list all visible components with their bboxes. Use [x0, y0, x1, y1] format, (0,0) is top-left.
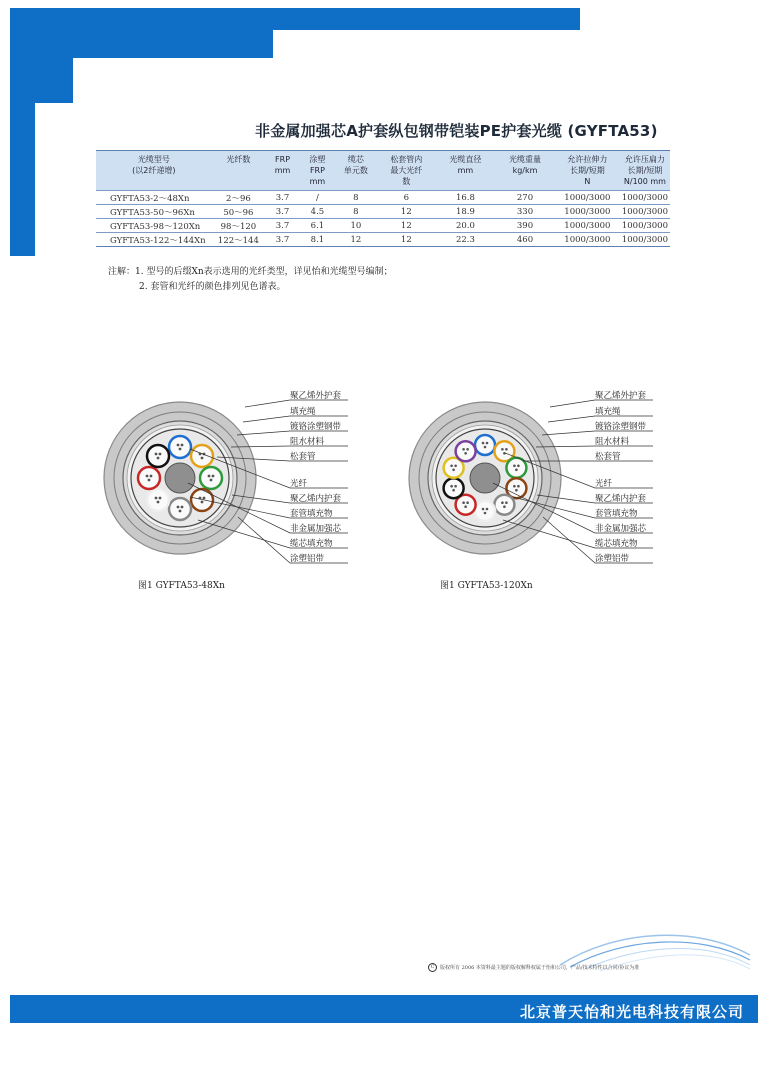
label-tube-filler: 套管填充物	[290, 509, 333, 519]
label-fiber: 光纤	[290, 479, 308, 489]
label-steel-tape: 镀铬涂塑钢带	[595, 422, 647, 432]
label-tube-filler: 套管填充物	[595, 509, 638, 519]
header-diameter: 光缆直径 mm	[436, 151, 495, 191]
page-title: 非金属加强芯A护套纵包钢带铠装PE护套光缆 (GYFTA53)	[255, 122, 658, 140]
header-coated-frp: 涂塑 FRP mm	[300, 151, 335, 191]
label-water-block: 阻水材料	[595, 437, 630, 447]
header-fiber-count: 光纤数	[212, 151, 265, 191]
header-weight: 光缆重量 kg/km	[495, 151, 555, 191]
cable-cross-section-120	[405, 385, 675, 575]
copyright-icon: C	[428, 963, 437, 972]
cell-frp: 3.7	[265, 219, 300, 233]
cell-core-units: 12	[335, 233, 377, 247]
figure1-caption: 图1 GYFTA53-48Xn	[138, 581, 225, 591]
cell-max-fibers: 12	[377, 219, 436, 233]
label-core-filler: 缆芯填充物	[290, 539, 333, 549]
cell-max-fibers: 12	[377, 233, 436, 247]
cell-diameter: 22.3	[436, 233, 495, 247]
label-aluminum-tape: 涂塑铝带	[595, 554, 630, 564]
label-strength-member: 非金属加强芯	[595, 524, 647, 534]
cell-max-fibers: 6	[377, 191, 436, 205]
cell-crush: 1000/3000	[621, 234, 668, 245]
table-row	[96, 233, 670, 247]
cell-weight: 330	[495, 205, 555, 219]
header-crush: 允许压扁力 长期/短期 N/100 mm	[620, 151, 670, 191]
cell-diameter: 20.0	[436, 219, 495, 233]
label-filler-rope: 填充绳	[595, 407, 621, 417]
cell-coated-frp: /	[300, 191, 335, 205]
cell-tensile: 1000/3000	[555, 219, 620, 233]
cell-fiber-count: 50～96	[212, 205, 265, 219]
label-outer-sheath: 聚乙烯外护套	[595, 391, 647, 401]
cell-fiber-count: 98～120	[212, 219, 265, 233]
table-header-row	[96, 151, 670, 191]
table-row	[96, 191, 670, 205]
cell-tensile: 1000/3000	[555, 205, 620, 219]
cell-core-units: 10	[335, 219, 377, 233]
header-max-fibers: 松套管内 最大光纤 数	[377, 151, 436, 191]
table-row	[96, 205, 670, 219]
cable-cross-section-48	[100, 385, 370, 575]
label-water-block: 阻水材料	[290, 437, 325, 447]
figure2-caption: 图1 GYFTA53-120Xn	[440, 581, 533, 591]
cell-fiber-count: 122～144	[212, 233, 265, 247]
label-core-filler: 缆芯填充物	[595, 539, 638, 549]
label-loose-tube: 松套管	[290, 452, 316, 462]
label-aluminum-tape: 涂塑铝带	[290, 554, 325, 564]
company-name: 北京普天怡和光电科技有限公司	[519, 1003, 744, 1021]
cell-frp: 3.7	[265, 191, 300, 205]
label-strength-member: 非金属加强芯	[290, 524, 342, 534]
cell-tensile: 1000/3000	[555, 191, 620, 205]
cell-frp: 3.7	[265, 233, 300, 247]
label-inner-sheath: 聚乙烯内护套	[290, 494, 342, 504]
table-row	[96, 219, 670, 233]
cell-frp: 3.7	[265, 205, 300, 219]
cell-crush: 1000/3000	[621, 220, 668, 231]
footer-bar	[10, 995, 758, 1023]
label-fiber: 光纤	[595, 479, 613, 489]
cell-core-units: 8	[335, 191, 377, 205]
cell-diameter: 16.8	[436, 191, 495, 205]
header-tensile: 允许拉伸力 长期/短期 N	[555, 151, 620, 191]
copyright-text: 版权所有 2006 本资料最主题的版权解释权属于怡和公司，产品/技术特性以合同/协议为准	[440, 965, 640, 971]
note-1: 注解：1. 型号的后缀Xn表示选用的光纤类型，详见怡和光缆型号编制；	[108, 267, 393, 277]
label-inner-sheath: 聚乙烯内护套	[595, 494, 647, 504]
label-filler-rope: 填充绳	[290, 407, 316, 417]
cell-crush: 1000/3000	[621, 206, 668, 217]
header-model: 光缆型号 (以2纤递增)	[96, 151, 212, 191]
cell-crush: 1000/3000	[621, 192, 668, 203]
copyright-notice	[428, 963, 639, 972]
note-2: 2. 套管和光纤的颜色排列见色谱表。	[139, 282, 286, 292]
label-loose-tube: 松套管	[595, 452, 621, 462]
cell-model: GYFTA53-50～96Xn	[96, 205, 212, 219]
cell-weight: 390	[495, 219, 555, 233]
header-frp: FRP mm	[265, 151, 300, 191]
spec-table	[96, 150, 670, 247]
cell-core-units: 8	[335, 205, 377, 219]
cell-model: GYFTA53-98～120Xn	[96, 219, 212, 233]
cell-coated-frp: 8.1	[300, 233, 335, 247]
cell-diameter: 18.9	[436, 205, 495, 219]
label-outer-sheath: 聚乙烯外护套	[290, 391, 342, 401]
cell-tensile: 1000/3000	[555, 233, 620, 247]
cell-max-fibers: 12	[377, 205, 436, 219]
notes	[108, 265, 393, 295]
cell-model: GYFTA53-2～48Xn	[96, 191, 212, 205]
cell-weight: 270	[495, 191, 555, 205]
cell-model: GYFTA53-122～144Xn	[96, 233, 212, 247]
cell-coated-frp: 6.1	[300, 219, 335, 233]
label-steel-tape: 镀铬涂塑钢带	[290, 422, 342, 432]
header-core-units: 缆芯 单元数	[335, 151, 377, 191]
cell-fiber-count: 2～96	[212, 191, 265, 205]
cell-coated-frp: 4.5	[300, 205, 335, 219]
cell-weight: 460	[495, 233, 555, 247]
header-band-strip	[10, 8, 35, 256]
